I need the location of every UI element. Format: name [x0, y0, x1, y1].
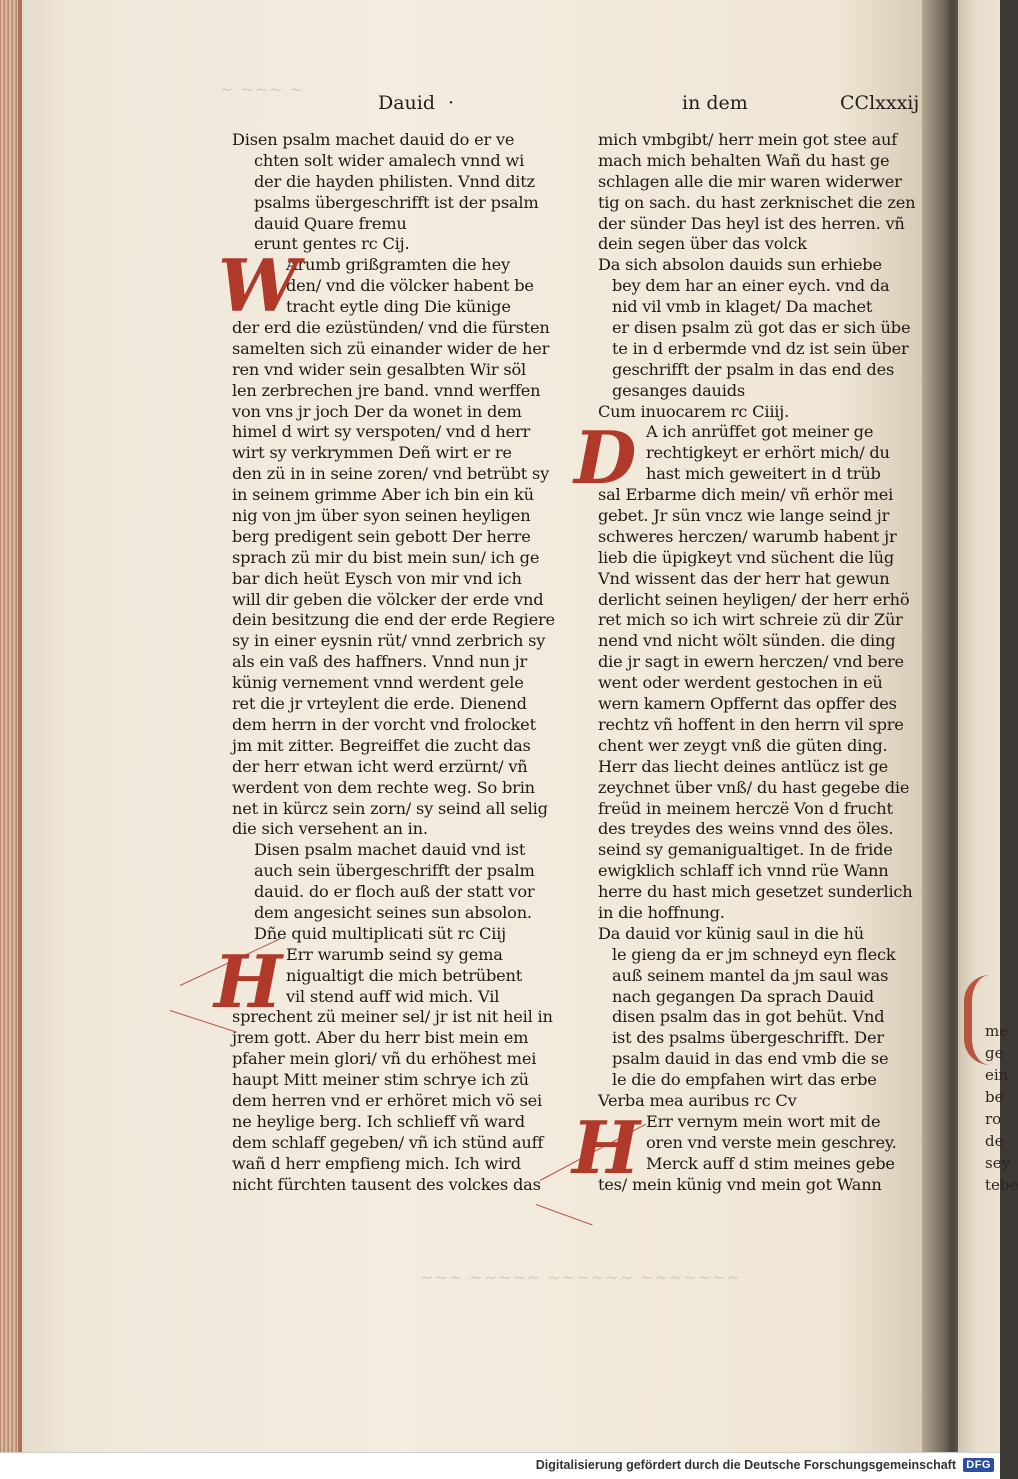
text-line: rechtigkeyt er erhört mich/ du	[646, 443, 890, 463]
text-line: ren vnd wider sein gesalbten Wir söl	[232, 359, 526, 379]
text-line: te in d erbermde vnd dz ist sein über	[612, 338, 909, 358]
text-line: seind sy gemanigualtiget. In de fride	[598, 840, 893, 860]
text-line: die sich versehent an in.	[232, 819, 428, 839]
text-line: Da sich absolon dauids sun erhiebe	[598, 255, 882, 275]
text-line: der die hayden philisten. Vnnd ditz	[254, 171, 535, 191]
next-page-edge	[958, 0, 1000, 1452]
left-page-edge	[0, 0, 22, 1452]
text-line: disen psalm das in got behüt. Vnd	[612, 1007, 885, 1027]
text-line: len zerbrechen jre band. vnnd werffen	[232, 380, 541, 400]
text-line: wirt sy verkrymmen Deñ wirt er re	[232, 443, 512, 463]
digitization-footer	[0, 1452, 1000, 1479]
text-line: herre du hast mich gesetzet sunderlich	[598, 882, 913, 902]
text-line: Da dauid vor künig saul in die hü	[598, 923, 864, 943]
text-line: dem angesicht seines sun absolon.	[254, 902, 532, 922]
folio-number: CClxxxij	[840, 92, 920, 114]
text-line: bar dich heüt Eysch von mir vnd ich	[232, 568, 522, 588]
red-initial-h: H	[214, 939, 283, 1024]
text-line: lieb die üpigkeyt vnd süchent die lüg	[598, 547, 895, 567]
text-line: gebet. Jr sün vncz wie lange seind jr	[598, 506, 890, 526]
text-line: nid vil vmb in klaget/ Da machet	[612, 297, 873, 317]
text-line: A ich anrüffet got meiner ge	[646, 422, 874, 442]
text-line: der herr etwan icht werd erzürnt/ vñ	[232, 756, 528, 776]
text-line: künig vernement vnnd werdent gele	[232, 673, 524, 693]
text-line: hast mich geweitert in d trüb	[646, 464, 881, 484]
running-head-mark: ·	[448, 92, 455, 114]
next-page-fragment: tebe	[985, 1176, 1018, 1194]
next-page-fragment: ge	[985, 1044, 1004, 1062]
text-line: dauid. do er floch auß der statt vor	[254, 882, 535, 902]
show-through-text: ~~~ ~~~~~ ~~~~~~ ~~~~~~~	[420, 1268, 741, 1287]
text-line: den/ vnd die völcker habent be	[286, 276, 534, 296]
text-line: jm mit zitter. Begreiffet die zucht das	[232, 735, 531, 755]
running-head-left: Dauid	[378, 92, 436, 114]
text-line: den zü in in seine zoren/ vnd betrübt sy	[232, 464, 550, 484]
text-line: net in kürcz sein zorn/ sy seind all selig	[232, 798, 548, 818]
text-line: nigualtigt die mich betrübent	[286, 965, 523, 985]
red-initial-d: D	[574, 415, 637, 500]
text-line: des treydes des weins vnnd des öles.	[598, 819, 894, 839]
text-line: Disen psalm machet dauid vnd ist	[254, 840, 526, 860]
text-line: Err warumb seind sy gema	[286, 944, 503, 964]
text-line: bey dem har an einer eych. vnd da	[612, 276, 890, 296]
text-line: ret die jr vrteylent die erde. Dienend	[232, 694, 527, 714]
text-line: geschrifft der psalm in das end des	[612, 359, 895, 379]
text-line: tes/ mein künig vnd mein got Wann	[598, 1174, 882, 1194]
text-line: dem herrn in der vorcht vnd frolocket	[232, 714, 536, 734]
text-line: Err vernym mein wort mit de	[646, 1111, 881, 1131]
text-line: er disen psalm zü got das er sich übe	[612, 318, 911, 338]
text-line: chent wer zeygt vnß die güten ding.	[598, 735, 888, 755]
text-line: dein segen über das volck	[598, 234, 807, 254]
text-line: jrem gott. Aber du herr bist mein em	[232, 1028, 529, 1048]
text-line: zeychnet über vnß/ du hast gegebe die	[598, 777, 910, 797]
right-text-column	[598, 130, 916, 1195]
text-line: Disen psalm machet dauid do er ve	[232, 130, 515, 149]
dfg-logo: DFG	[963, 1458, 994, 1472]
text-line: Dñe quid multiplicati süt rc Ciij	[254, 923, 506, 943]
text-line: Herr das liecht deines antlücz ist ge	[598, 756, 889, 776]
text-line: in seinem grimme Aber ich bin ein kü	[232, 485, 534, 505]
text-line: pfaher mein glori/ vñ du erhöhest mei	[232, 1049, 537, 1069]
text-line: auch sein übergeschrifft der psalm	[254, 861, 535, 881]
text-line: ewigklich schlaff ich vnnd rüe Wann	[598, 861, 889, 881]
next-page-fragment: sey	[985, 1154, 1011, 1172]
text-line: psalms übergeschrifft ist der psalm	[254, 192, 539, 212]
text-line: nicht fürchten tausent des volckes das	[232, 1174, 541, 1194]
text-line: tig on sach. du hast zerknischet die zen	[598, 192, 916, 212]
text-line: in die hoffnung.	[598, 902, 725, 922]
show-through-text: ~ ~~~ ~	[220, 80, 305, 99]
text-line: vil stend auff wid mich. Vil	[286, 986, 500, 1006]
text-line: himel d wirt sy verspoten/ vnd d herr	[232, 422, 531, 442]
text-line: mach mich behalten Wañ du hast ge	[598, 150, 890, 170]
text-line: von vns jr joch Der da wonet in dem	[232, 401, 522, 421]
text-line: ne heylige berg. Ich schlieff vñ ward	[232, 1111, 525, 1131]
next-page-fragment: de	[985, 1132, 1004, 1150]
text-line: le gieng da er jm schneyd eyn fleck	[612, 944, 896, 964]
text-line: der erd die ezüstünden/ vnd die fürsten	[232, 318, 550, 338]
red-initial-h-right: H	[572, 1105, 641, 1190]
text-line: will dir geben die völcker der erde vnd	[232, 589, 544, 609]
text-line: le die do empfahen wirt das erbe	[612, 1070, 877, 1090]
text-line: sal Erbarme dich mein/ vñ erhör mei	[598, 485, 894, 505]
text-line: Verba mea auribus rc Cv	[598, 1090, 797, 1110]
text-line: oren vnd verste mein geschrey.	[646, 1132, 897, 1152]
next-page-fragment: be	[985, 1088, 1004, 1106]
text-line: derlicht seinen heyligen/ der herr erhö	[598, 589, 910, 609]
text-line: rechtz vñ hoffent in den herrn vil spre	[598, 714, 904, 734]
text-line: sprechent zü meiner sel/ jr ist nit heil in	[232, 1007, 553, 1027]
text-line: als ein vaß des haffners. Vnnd nun jr	[232, 652, 527, 672]
text-line: dein besitzung die end der erde Regiere	[232, 610, 555, 630]
text-line: mich vmbgibt/ herr mein got stee auf	[598, 130, 898, 149]
text-line: auß seinem mantel da jm saul was	[612, 965, 889, 985]
text-line: Arumb grißgramten die hey	[286, 255, 510, 275]
text-line: der sünder Das heyl ist des herren. vñ	[598, 213, 905, 233]
text-line: samelten sich zü einander wider de her	[232, 338, 550, 358]
text-line: Merck auff d stim meines gebe	[646, 1153, 895, 1173]
next-page-fragment: me	[985, 1022, 1009, 1040]
footer-credit: Digitalisierung gefördert durch die Deutsche Forschungsgemeinschaft	[535, 1458, 956, 1472]
text-line: tracht eytle ding Die künige	[286, 297, 511, 317]
text-line: schlagen alle die mir waren widerwer	[598, 171, 902, 191]
text-line: nend vnd nicht wölt sünden. die ding	[598, 631, 896, 651]
text-line: Vnd wissent das der herr hat gewun	[598, 568, 890, 588]
next-page-fragment: ein	[985, 1066, 1009, 1084]
text-line: Cum inuocarem rc Ciiij.	[598, 401, 790, 421]
text-line: haupt Mitt meiner stim schrye ich zü	[232, 1070, 529, 1090]
text-line: went oder werdent gestochen in eü	[598, 673, 883, 693]
text-line: werdent von dem rechte weg. So brin	[232, 777, 535, 797]
text-line: dem herren vnd er erhöret mich vö sei	[232, 1090, 542, 1110]
text-line: gesanges dauids	[612, 380, 746, 400]
text-line: psalm dauid in das end vmb die se	[612, 1049, 889, 1069]
text-line: sy in einer eysnin rüt/ vnnd zerbrich sy	[232, 631, 546, 651]
text-line: dauid Quare fremu	[254, 213, 407, 233]
text-line: ret mich so ich wirt schreie zü dir Zür	[598, 610, 903, 630]
text-line: nig von jm über syon seinen heyligen	[232, 506, 531, 526]
text-line: sprach zü mir du bist mein sun/ ich ge	[232, 547, 540, 567]
text-line: schweres herczen/ warumb habent jr	[598, 526, 897, 546]
text-line: freüd in meinem herczë Von d frucht	[598, 798, 893, 818]
next-page-fragment: ro	[985, 1110, 1002, 1128]
text-line: ist des psalms übergeschrifft. Der	[612, 1028, 884, 1048]
text-line: berg predigent sein gebott Der herre	[232, 526, 531, 546]
text-line: chten solt wider amalech vnnd wi	[254, 150, 525, 170]
red-initial-w: W	[218, 243, 299, 328]
text-line: wañ d herr empfieng mich. Ich wird	[232, 1153, 521, 1173]
text-line: wern kamern Opffernt das opffer des	[598, 694, 897, 714]
text-line: erunt gentes rc Cij.	[254, 234, 410, 254]
text-line: nach gegangen Da sprach Dauid	[612, 986, 874, 1006]
text-line: die jr sagt in ewern herczen/ vnd bere	[598, 652, 904, 672]
text-line: dem schlaff gegeben/ vñ ich stünd auff	[232, 1132, 544, 1152]
running-head-center: in dem	[682, 92, 748, 114]
